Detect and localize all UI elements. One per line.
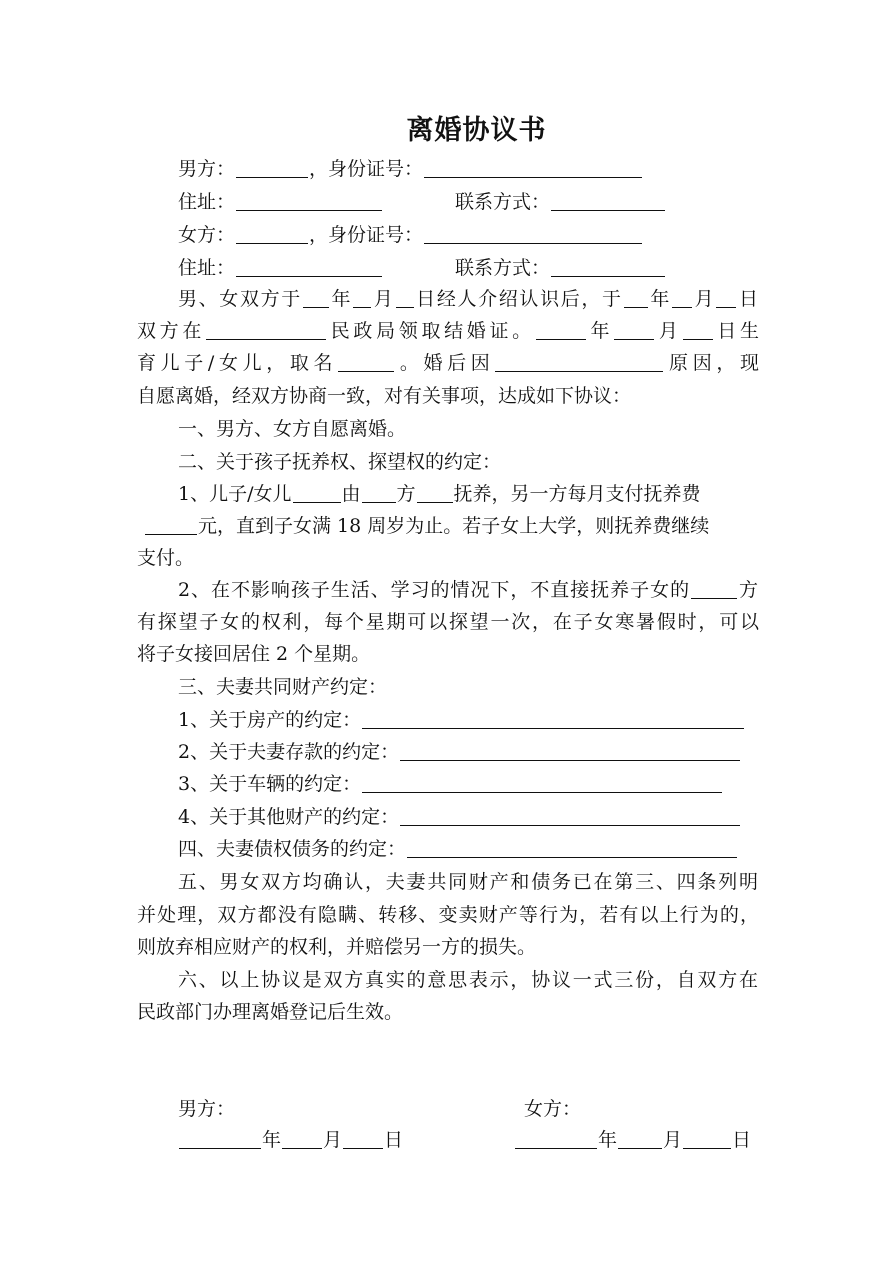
female-address-blank[interactable] [236, 255, 382, 277]
item-3-1: 1、关于房产的约定： [178, 704, 758, 737]
item-4: 四、夫妻债权债务的约定： [178, 833, 758, 866]
female-signature-date: 年 月 日 [514, 1124, 751, 1157]
female-name-blank[interactable] [236, 222, 308, 244]
meet-year-blank[interactable] [303, 286, 329, 308]
female-address-line: 住址： 联系方式： [178, 252, 758, 285]
item-5-line-3: 则放弃相应财产的权利，并赔偿另一方的损失。 [137, 936, 537, 958]
marriage-day-blank[interactable] [716, 286, 736, 308]
debt-agreement-blank[interactable] [407, 836, 737, 858]
item-2-2-line-1: 2、在不影响孩子生活、学习的情况下，不直接抚养子女的 方 [178, 579, 758, 601]
female-info-line: 女方： ，身份证号： [178, 219, 758, 252]
custody-party-blank[interactable] [362, 481, 396, 503]
item-3-2: 2、关于夫妻存款的约定： [178, 736, 758, 769]
male-id-blank[interactable] [424, 156, 642, 178]
item-6-line-2: 民政部门办理离婚登记后生效。 [137, 1001, 404, 1023]
intro-line-3: 育儿子/女儿，取名 。婚后因 原因，现 [137, 352, 759, 374]
bureau-blank[interactable] [206, 318, 326, 340]
meet-month-blank[interactable] [353, 286, 371, 308]
custody-child-blank[interactable] [293, 481, 341, 503]
intro-line-1: 男、女双方于 年 月 日经人介绍认识后，于 年 月 日 [178, 288, 758, 310]
item-2-2-line-2: 有探望子女的权利，每个星期可以探望一次，在子女寒暑假时，可以 [137, 611, 759, 633]
item-3: 三、夫妻共同财产约定： [178, 676, 388, 698]
female-id-blank[interactable] [424, 222, 642, 244]
house-agreement-blank[interactable] [362, 707, 744, 729]
male-info-line: 男方： ，身份证号： [178, 153, 758, 186]
male-sign-day-blank[interactable] [343, 1127, 383, 1149]
female-sign-year-blank[interactable] [515, 1127, 597, 1149]
item-6-line-1: 六、以上协议是双方真实的意思表示，协议一式三份，自双方在 [178, 969, 758, 991]
birth-year-blank[interactable] [536, 318, 586, 340]
item-3-4: 4、关于其他财产的约定： [178, 801, 758, 834]
item-2-1-line-3: 支付。 [137, 547, 195, 569]
female-sign-day-blank[interactable] [683, 1127, 731, 1149]
intro-line-4: 自愿离婚，经双方协商一致，对有关事项，达成如下协议： [137, 385, 632, 407]
meet-day-blank[interactable] [396, 286, 414, 308]
marriage-month-blank[interactable] [672, 286, 692, 308]
female-contact-blank[interactable] [551, 255, 665, 277]
item-3-3: 3、关于车辆的约定： [178, 768, 758, 801]
reason-blank[interactable] [495, 350, 663, 372]
support-amount-blank[interactable] [145, 513, 197, 535]
male-address-line: 住址： 联系方式： [178, 186, 758, 219]
intro-line-2: 双方在 民政局领取结婚证。 年 月 日生 [137, 320, 759, 342]
custody-extra-blank[interactable] [417, 481, 453, 503]
male-signature-label: 男方： [178, 1098, 236, 1120]
vehicle-agreement-blank[interactable] [362, 771, 722, 793]
item-2: 二、关于孩子抚养权、探望权的约定： [178, 451, 502, 473]
visit-party-blank[interactable] [691, 577, 737, 599]
item-5-line-2: 并处理，双方都没有隐瞒、转移、变卖财产等行为，若有以上行为的， [137, 904, 759, 926]
item-2-1-line-1: 1、儿子/女儿 由 方 抚养，另一方每月支付抚养费 [178, 483, 701, 505]
birth-month-blank[interactable] [614, 318, 654, 340]
document-title: 离婚协议书 [406, 115, 547, 146]
item-2-2-line-3: 将子女接回居住 2 个星期。 [137, 643, 371, 665]
male-sign-month-blank[interactable] [282, 1127, 322, 1149]
marriage-year-blank[interactable] [624, 286, 648, 308]
female-sign-month-blank[interactable] [618, 1127, 662, 1149]
item-2-1-line-2: 元，直到子女满 18 周岁为止。若子女上大学，则抚养费继续 [137, 510, 759, 543]
female-signature-label: 女方： [524, 1098, 582, 1120]
other-property-blank[interactable] [400, 804, 740, 826]
deposit-agreement-blank[interactable] [400, 739, 740, 761]
item-1: 一、男方、女方自愿离婚。 [178, 418, 407, 440]
male-signature-date: 年 月 日 [178, 1124, 403, 1157]
child-name-blank[interactable] [338, 350, 394, 372]
male-address-blank[interactable] [236, 189, 382, 211]
male-sign-year-blank[interactable] [179, 1127, 261, 1149]
item-5-line-1: 五、男女双方均确认，夫妻共同财产和债务已在第三、四条列明 [178, 871, 758, 893]
male-contact-blank[interactable] [551, 189, 665, 211]
male-name-blank[interactable] [236, 156, 308, 178]
birth-day-blank[interactable] [683, 318, 713, 340]
